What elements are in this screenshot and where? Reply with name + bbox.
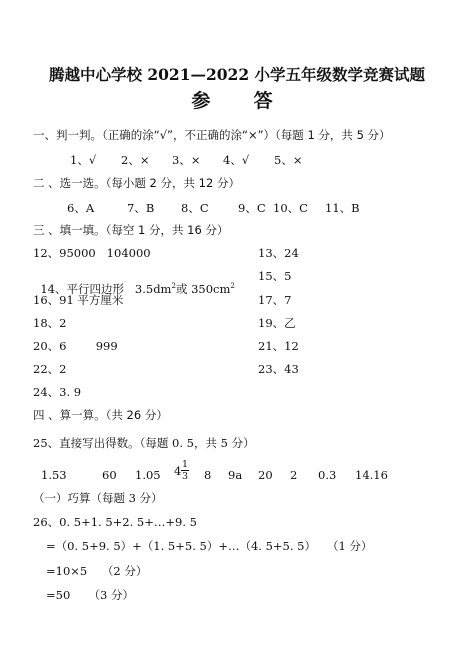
- section1-heading: 一、判一判。（正确的涂“√”，不正确的涂“×”）（每题 1 分，共 5 分）: [33, 128, 391, 142]
- step-3: =50 （3 分）: [46, 588, 135, 602]
- result-2: 60: [102, 468, 117, 482]
- subsection-title: （一）巧算（每题 3 分）: [33, 491, 163, 505]
- result-1: 1.53: [41, 468, 67, 482]
- result-3: 1.05: [135, 468, 161, 482]
- answer-8: 8、C: [181, 201, 209, 215]
- result-4-whole: 4: [174, 464, 182, 478]
- answer-2: 2、×: [121, 153, 150, 167]
- answer-9: 9、C: [238, 201, 266, 215]
- answer-14-main: 14、平行四边形 3.5dm: [40, 281, 172, 296]
- result-5: 8: [204, 468, 212, 482]
- answer-3: 3、×: [172, 153, 201, 167]
- answer-21: 21、12: [258, 339, 299, 353]
- fraction-numerator: 1: [182, 459, 189, 470]
- section4-heading: 四 、算一算。（共 26 分）: [33, 408, 168, 422]
- answer-10: 10、C: [273, 201, 308, 215]
- answer-17: 17、7: [258, 293, 292, 307]
- answer-14: [33, 271, 235, 295]
- answer-14-alt: 或 350cm: [175, 281, 231, 296]
- area-unit-superscript: 2: [171, 281, 176, 290]
- answer-1: 1、√: [70, 153, 97, 167]
- answer-16: 16、91 平方厘米: [33, 293, 124, 307]
- answer-13: 13、24: [258, 246, 299, 260]
- page-title: 腾越中心学校 2021—2022 小学五年级数学竞赛试题: [48, 65, 426, 84]
- answer-4: 4、√: [223, 153, 250, 167]
- answer-20: 20、6 999: [33, 339, 118, 353]
- result-10: 14.16: [355, 468, 388, 482]
- section3-heading: 三 、填一填。（每空 1 分，共 16 分）: [33, 223, 229, 237]
- answer-24: 24、3. 9: [33, 385, 82, 399]
- answer-23: 23、43: [258, 362, 299, 376]
- answer-18: 18、2: [33, 316, 67, 330]
- answer-19: 19、乙: [258, 316, 296, 330]
- answer-15: 15、5: [258, 269, 292, 283]
- question-26: 26、0. 5+1. 5+2. 5+…+9. 5: [33, 515, 197, 529]
- step-1: =（0. 5+9. 5）+（1. 5+5. 5）+…（4. 5+5. 5） （1 分）: [46, 539, 373, 553]
- answer-12: 12、95000 104000: [33, 246, 151, 260]
- result-7: 20: [258, 468, 273, 482]
- section2-heading: 二 、选一选。（每小题 2 分，共 12 分）: [33, 176, 240, 190]
- answer-11: 11、B: [325, 201, 360, 215]
- step-2: =10×5 （2 分）: [46, 564, 148, 578]
- result-8: 2: [290, 468, 298, 482]
- area-unit-superscript: 2: [230, 281, 235, 290]
- fraction-denominator: 3: [182, 470, 189, 482]
- answer-7: 7、B: [127, 201, 155, 215]
- result-9: 0.3: [318, 468, 337, 482]
- result-4-fraction: [181, 460, 189, 481]
- answer-6: 6、A: [67, 201, 95, 215]
- question-25: 25、直接写出得数。（每题 0. 5，共 5 分）: [33, 436, 255, 450]
- answer-22: 22、2: [33, 362, 67, 376]
- result-6: 9a: [228, 468, 243, 482]
- answer-5: 5、×: [274, 153, 303, 167]
- page-subtitle: 参 答: [191, 90, 283, 112]
